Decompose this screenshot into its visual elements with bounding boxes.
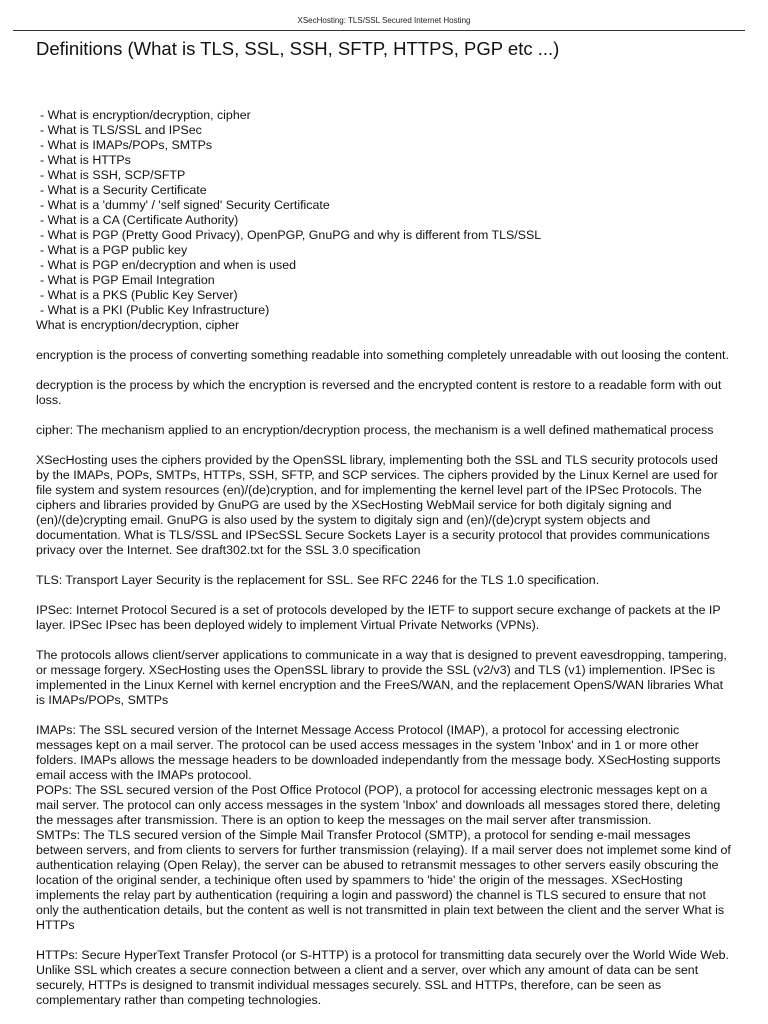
paragraph-https: HTTPs: Secure HyperText Transfer Protocol (or S-HTTP) is a protocol for transmitting data securely over the World Wide Web. Unlike SSL which creates a secure connection between a client and a server, over which any amount of data can be sent securely, HTTPs is designed to transmit individual messages securely. SSL and HTTPs, therefore, can be seen as complementary rather than competing technologies. — [36, 948, 729, 1007]
toc-item: - What is a PGP public key — [40, 243, 188, 257]
running-header: XSecHosting: TLS/SSL Secured Internet Hosting — [297, 16, 471, 25]
toc-item: - What is a PKS (Public Key Server) — [40, 288, 238, 302]
document-body — [36, 108, 732, 1008]
paragraph-imaps: IMAPs: The SSL secured version of the Internet Message Access Protocol (IMAP), a protocol for accessing electronic messages kept on a mail server. The protocol can be used access messages in the system 'Inbox' and in 1 or more other folders. IMAPs allows the message headers to be downloaded independantly from the message body. XSecHosting supports email access with the IMAPs protocool. — [36, 723, 721, 782]
toc-item: - What is a Security Certificate — [40, 183, 207, 197]
toc-item: - What is a 'dummy' / 'self signed' Security Certificate — [40, 198, 330, 212]
toc-item: - What is HTTPs — [40, 153, 131, 167]
toc-item: - What is a CA (Certificate Authority) — [40, 213, 239, 227]
toc-item: - What is encryption/decryption, cipher — [40, 108, 251, 122]
toc-item: - What is PGP (Pretty Good Privacy), OpenPGP, GnuPG and why is different from TLS/SSL — [40, 228, 542, 242]
toc-item: - What is SSH, SCP/SFTP — [40, 168, 186, 182]
table-of-contents — [36, 108, 732, 318]
paragraph-ipsec: IPSec: Internet Protocol Secured is a set of protocols developed by the IETF to support secure exchange of packets at the IP layer. IPSec IPsec has been deployed widely to implement Virtual Private Networks (VPNs). — [36, 603, 721, 632]
paragraph-cipher: cipher: The mechanism applied to an encryption/decryption process, the mechanism is a well defined mathematical process — [36, 423, 714, 437]
paragraph-pops: POPs: The SSL secured version of the Post Office Protocol (POP), a protocol for accessing electronic messages kept on a mail server. The protocol can only access messages in the system 'Inbox' and downloads all messages stored there, deleting the messages after transmission. There is an option to keep the messages on the mail server after transmission. — [36, 783, 721, 827]
toc-item: - What is PGP Email Integration — [40, 273, 215, 287]
paragraph-protocols: The protocols allows client/server applications to communicate in a way that is designed to prevent eavesdropping, tampering, or message forgery. XSecHosting uses the OpenSSL library to provide the SSL (v2/v3) and TLS (v1) implemention. IPSec is implemented in the Linux Kernel with kernel encryption and the FreeS/WAN, and the replacement OpenS/WAN libraries What is IMAPs/POPs, SMTPs — [36, 648, 727, 707]
toc-item: - What is TLS/SSL and IPSec — [40, 123, 202, 137]
header-divider — [13, 30, 745, 31]
paragraph-xsechosting: XSecHosting uses the ciphers provided by the OpenSSL library, implementing both the SSL and TLS security protocols used by the IMAPs, POPs, SMTPs, HTTPs, SSH, SFTP, and SCP services. The ciphers provided by the Linux Kernel are used for file system and system resources (en)/(de)cryption, and for implementing the kernel level part of the IPSec Protocols. The ciphers and libraries provided by GnuPG are used by the XSecHosting WebMail service for both digitaly signing and (en)/(de)crypting email. GnuPG is also used by the system to digitaly sign and (en)/(de)crypt system objects and documentation. What is TLS/SSL and IPSecSSL Secure Sockets Layer is a security protocol that provides communications privacy over the Internet. See draft302.txt for the SSL 3.0 specification — [36, 453, 718, 557]
section-heading-encryption: What is encryption/decryption, cipher — [36, 318, 240, 332]
toc-item: - What is PGP en/decryption and when is used — [40, 258, 296, 272]
toc-item: - What is IMAPs/POPs, SMTPs — [40, 138, 213, 152]
paragraph-smtps: SMTPs: The TLS secured version of the Simple Mail Transfer Protocol (SMTP), a protocol for sending e-mail messages between servers, and from clients to servers for further transmission (relaying). If a mail server does not implemet some kind of authentication relaying (Open Relay), the server can be abused to retransmit messages to other servers easily obscuring the location of the original sender, a techinique often used by spammers to 'hide' the origin of the messages. XSecHosting implements the relay part by authentication (requiring a login and password) the channel is TLS secured to ensure that not only the authentication details, but the content as well is not transmitted in plain text between the client and the server What is HTTPs — [36, 828, 731, 932]
paragraph-encryption: encryption is the process of converting something readable into something completely unreadable with out loosing the content. — [36, 348, 729, 362]
paragraph-decryption: decryption is the process by which the encryption is reversed and the encrypted content is restore to a readable form with out loss. — [36, 378, 722, 407]
toc-item: - What is a PKI (Public Key Infrastructure) — [40, 303, 270, 317]
paragraph-tls: TLS: Transport Layer Security is the replacement for SSL. See RFC 2246 for the TLS 1.0 specification. — [36, 573, 600, 587]
page-title: Definitions (What is TLS, SSL, SSH, SFTP, HTTPS, PGP etc ...) — [36, 38, 560, 59]
